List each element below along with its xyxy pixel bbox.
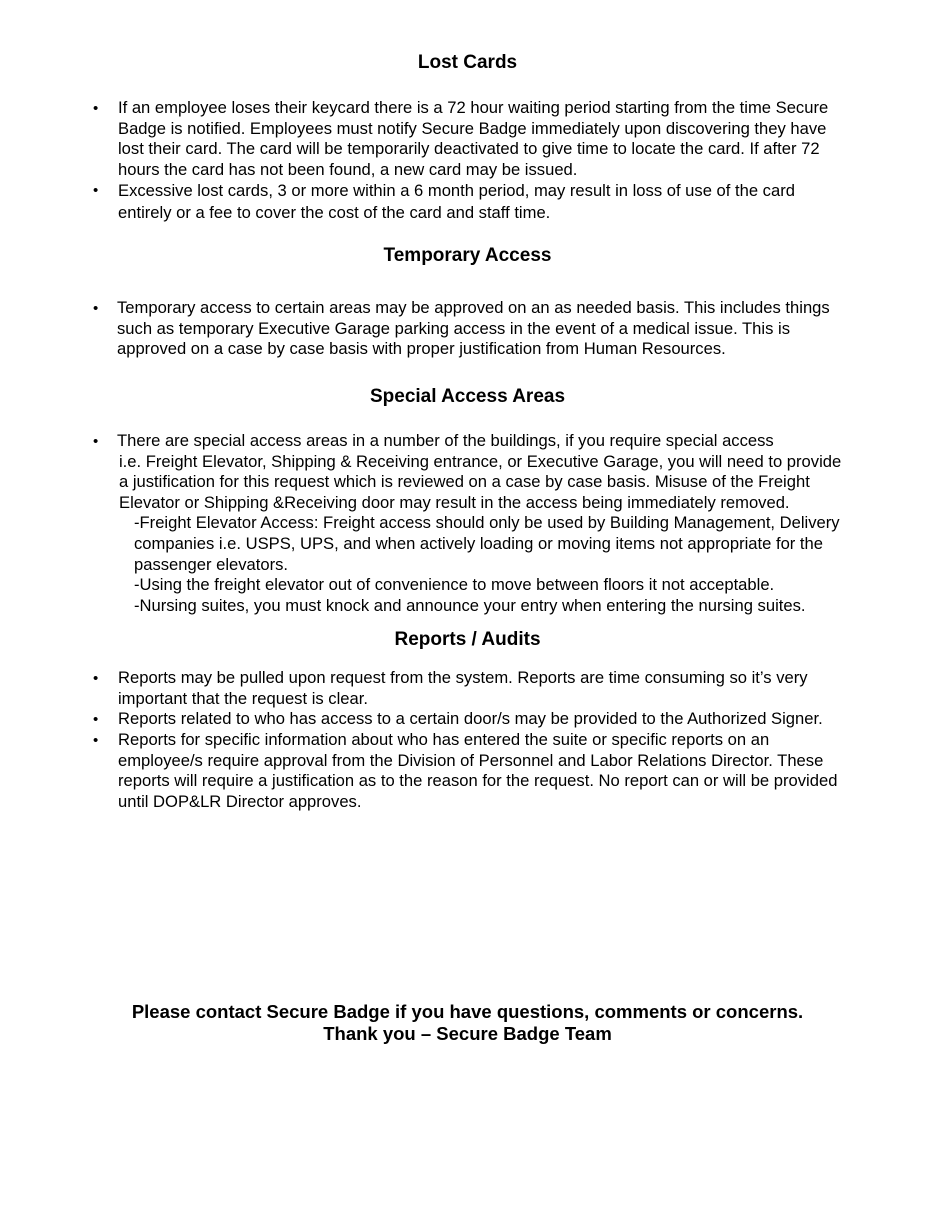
text-line: reports will require a justification as to the reason for the request. No report can or will be provided (118, 771, 838, 791)
temporary-access-heading: Temporary Access (383, 245, 552, 266)
bullet-icon: • (93, 711, 99, 728)
lost-cards-heading: Lost Cards (417, 52, 518, 73)
lost-cards-item-2 (118, 180, 795, 224)
text-line: hours the card has not been found, a new card may be issued. (118, 159, 578, 179)
special-access-item-1-rest (119, 452, 841, 514)
text-line: Elevator or Shipping &Receiving door may result in the access being immediately removed. (119, 492, 790, 512)
text-line: until DOP&LR Director approves. (118, 791, 362, 811)
bullet-icon: • (93, 300, 99, 317)
lost-cards-item-1 (118, 98, 828, 180)
bullet-icon: • (93, 732, 99, 749)
text-line: companies i.e. USPS, UPS, and when actively loading or moving items not appropriate for the (134, 533, 823, 553)
text-line: such as temporary Executive Garage parking access in the event of a medical issue. This is (117, 318, 790, 338)
text-line: Reports related to who has access to a certain door/s may be provided to the Authorized Signer. (118, 709, 823, 728)
text-line: Reports for specific information about who has entered the suite or specific reports on an (118, 730, 770, 749)
text-line: If an employee loses their keycard there is a 72 hour waiting period starting from the time Secure (118, 98, 829, 117)
footer-contact-line: Please contact Secure Badge if you have questions, comments or concerns. (131, 1001, 804, 1022)
bullet-icon: • (93, 182, 99, 199)
text-line: entirely or a fee to cover the cost of the card and staff time. (118, 203, 551, 222)
temporary-access-item-1 (117, 298, 830, 360)
special-access-item-1-line-1: There are special access areas in a number of the buildings, if you require special access (117, 431, 774, 450)
bullet-icon: • (93, 433, 99, 450)
footer-thank-you-line: Thank you – Secure Badge Team (323, 1023, 612, 1044)
reports-item-2 (118, 709, 823, 730)
text-line: -Freight Elevator Access: Freight access should only be used by Building Management, Delivery (134, 513, 840, 533)
text-line: -Nursing suites, you must knock and announce your entry when entering the nursing suites. (134, 595, 806, 615)
reports-item-3 (118, 730, 837, 812)
text-line: Excessive lost cards, 3 or more within a 6 month period, may result in loss of use of the card (118, 181, 795, 200)
text-line: -Using the freight elevator out of convenience to move between floors it not acceptable. (134, 575, 775, 595)
text-line: important that the request is clear. (118, 688, 368, 708)
text-line: employee/s require approval from the Division of Personnel and Labor Relations Director. These (118, 750, 824, 770)
reports-audits-heading: Reports / Audits (394, 629, 541, 650)
text-line: approved on a case by case basis with proper justification from Human Resources. (117, 339, 726, 359)
text-line: Temporary access to certain areas may be approved on an as needed basis. This includes things (117, 298, 830, 317)
text-line: i.e. Freight Elevator, Shipping & Receiving entrance, or Executive Garage, you will need to provide (119, 451, 842, 471)
text-line: passenger elevators. (134, 554, 289, 574)
text-line: Reports may be pulled upon request from the system. Reports are time consuming so it’s very (118, 668, 808, 687)
text-line: Badge is notified. Employees must notify Secure Badge immediately upon discovering they have (118, 118, 827, 138)
text-line: lost their card. The card will be temporarily deactivated to give time to locate the card. If after 72 (118, 139, 820, 159)
special-access-heading: Special Access Areas (369, 386, 566, 407)
text-line: a justification for this request which is reviewed on a case by case basis. Misuse of the Freight (119, 472, 810, 492)
special-access-subitems (134, 513, 840, 616)
bullet-icon: • (93, 100, 99, 117)
bullet-icon: • (93, 670, 99, 687)
reports-item-1 (118, 668, 808, 709)
